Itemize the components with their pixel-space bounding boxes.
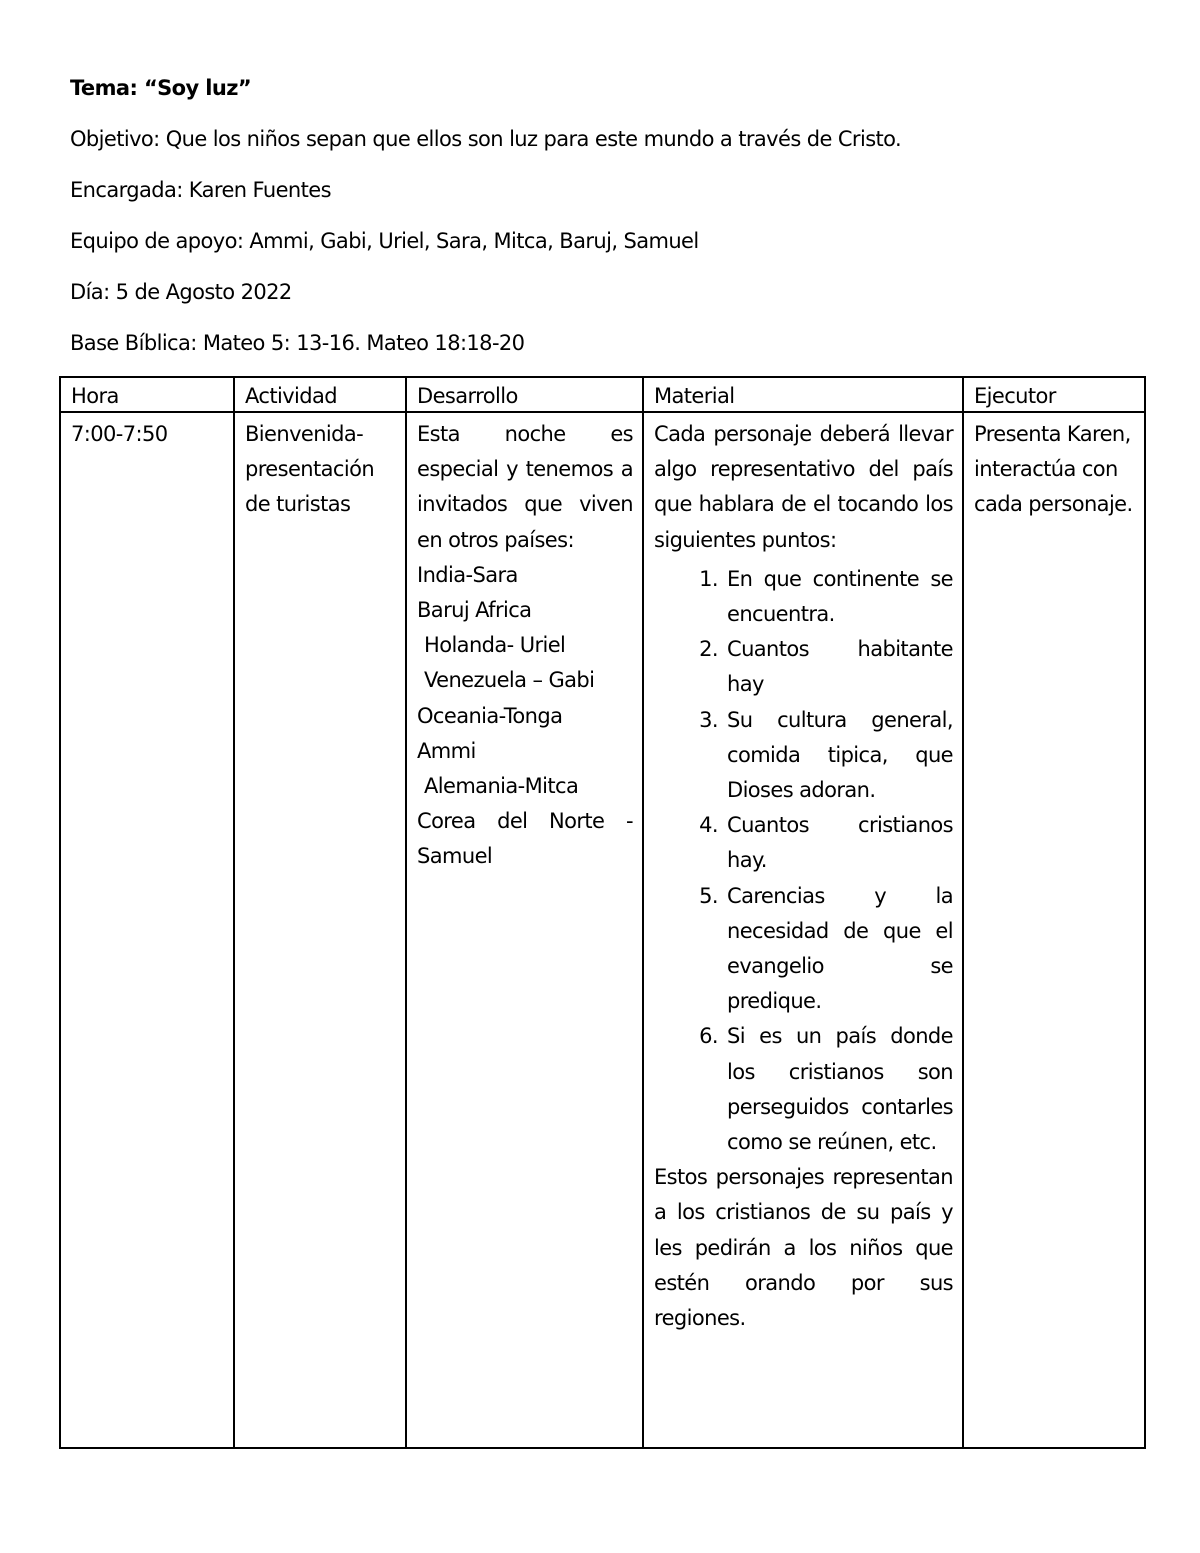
dia-line: Día: 5 de Agosto 2022 (70, 280, 292, 304)
material-points-list (654, 562, 953, 1160)
list-item: 4. Cuantos cristianos hay. (724, 808, 953, 878)
cell-ejecutor: Presenta Karen, interactúa con cada personaje. (963, 412, 1145, 1448)
list-item: 5. Carencias y la necesidad de que el evangelio se predique. (724, 879, 953, 1020)
list-item: 1. En que continente se encuentra. (724, 562, 953, 632)
list-item: 6. Si es un país donde los cristianos son perseguidos contarles como se reúnen, etc. (724, 1019, 953, 1160)
desarrollo-item: Holanda- Uriel (424, 633, 566, 658)
desarrollo-item: Alemania-Mitca (424, 774, 579, 799)
material-intro: Cada personaje deberá llevar algo representativo del país que hablara de el tocando los siguientes puntos: (654, 422, 953, 552)
desarrollo-item: Venezuela – Gabi (424, 668, 595, 693)
material-outro: Estos personajes representan a los cristianos de su país y les pedirán a los niños que estén orando por sus regiones. (654, 1165, 953, 1331)
column-header-ejecutor: Ejecutor (963, 377, 1145, 412)
cell-hora: 7:00-7:50 (60, 412, 234, 1448)
column-header-desarrollo: Desarrollo (406, 377, 643, 412)
list-item: 3. Su cultura general, comida tipica, que Dioses adoran. (724, 703, 953, 809)
tema-label: Tema (70, 76, 130, 100)
cell-actividad: Bienvenida-presentación de turistas (234, 412, 406, 1448)
column-header-material: Material (643, 377, 963, 412)
desarrollo-item: Corea del Norte - Samuel (417, 809, 633, 869)
tema-line: Tema: “Soy luz” (70, 76, 252, 100)
table-header-row (60, 377, 1145, 412)
tema-value: “Soy luz” (143, 76, 252, 100)
cell-desarrollo (406, 412, 643, 1448)
equipo-line: Equipo de apoyo: Ammi, Gabi, Uriel, Sara, Mitca, Baruj, Samuel (70, 229, 699, 253)
cell-material (643, 412, 963, 1448)
document-header (70, 72, 1150, 378)
desarrollo-item: India-Sara (417, 562, 518, 587)
desarrollo-intro: Esta noche es especial y tenemos a invitados que viven en otros países: (417, 422, 633, 552)
desarrollo-item: Baruj Africa (417, 598, 532, 623)
base-biblica-line: Base Bíblica: Mateo 5: 13-16. Mateo 18:18-20 (70, 331, 525, 355)
objetivo-line: Objetivo: Que los niños sepan que ellos son luz para este mundo a través de Cristo. (70, 127, 902, 151)
activity-table (59, 376, 1146, 1449)
encargada-line: Encargada: Karen Fuentes (70, 178, 331, 202)
list-item: 2. Cuantos habitante hay (724, 632, 953, 702)
table-row (60, 412, 1145, 1448)
desarrollo-item: Oceania-Tonga Ammi (417, 703, 563, 763)
column-header-actividad: Actividad (234, 377, 406, 412)
column-header-hora: Hora (60, 377, 234, 412)
